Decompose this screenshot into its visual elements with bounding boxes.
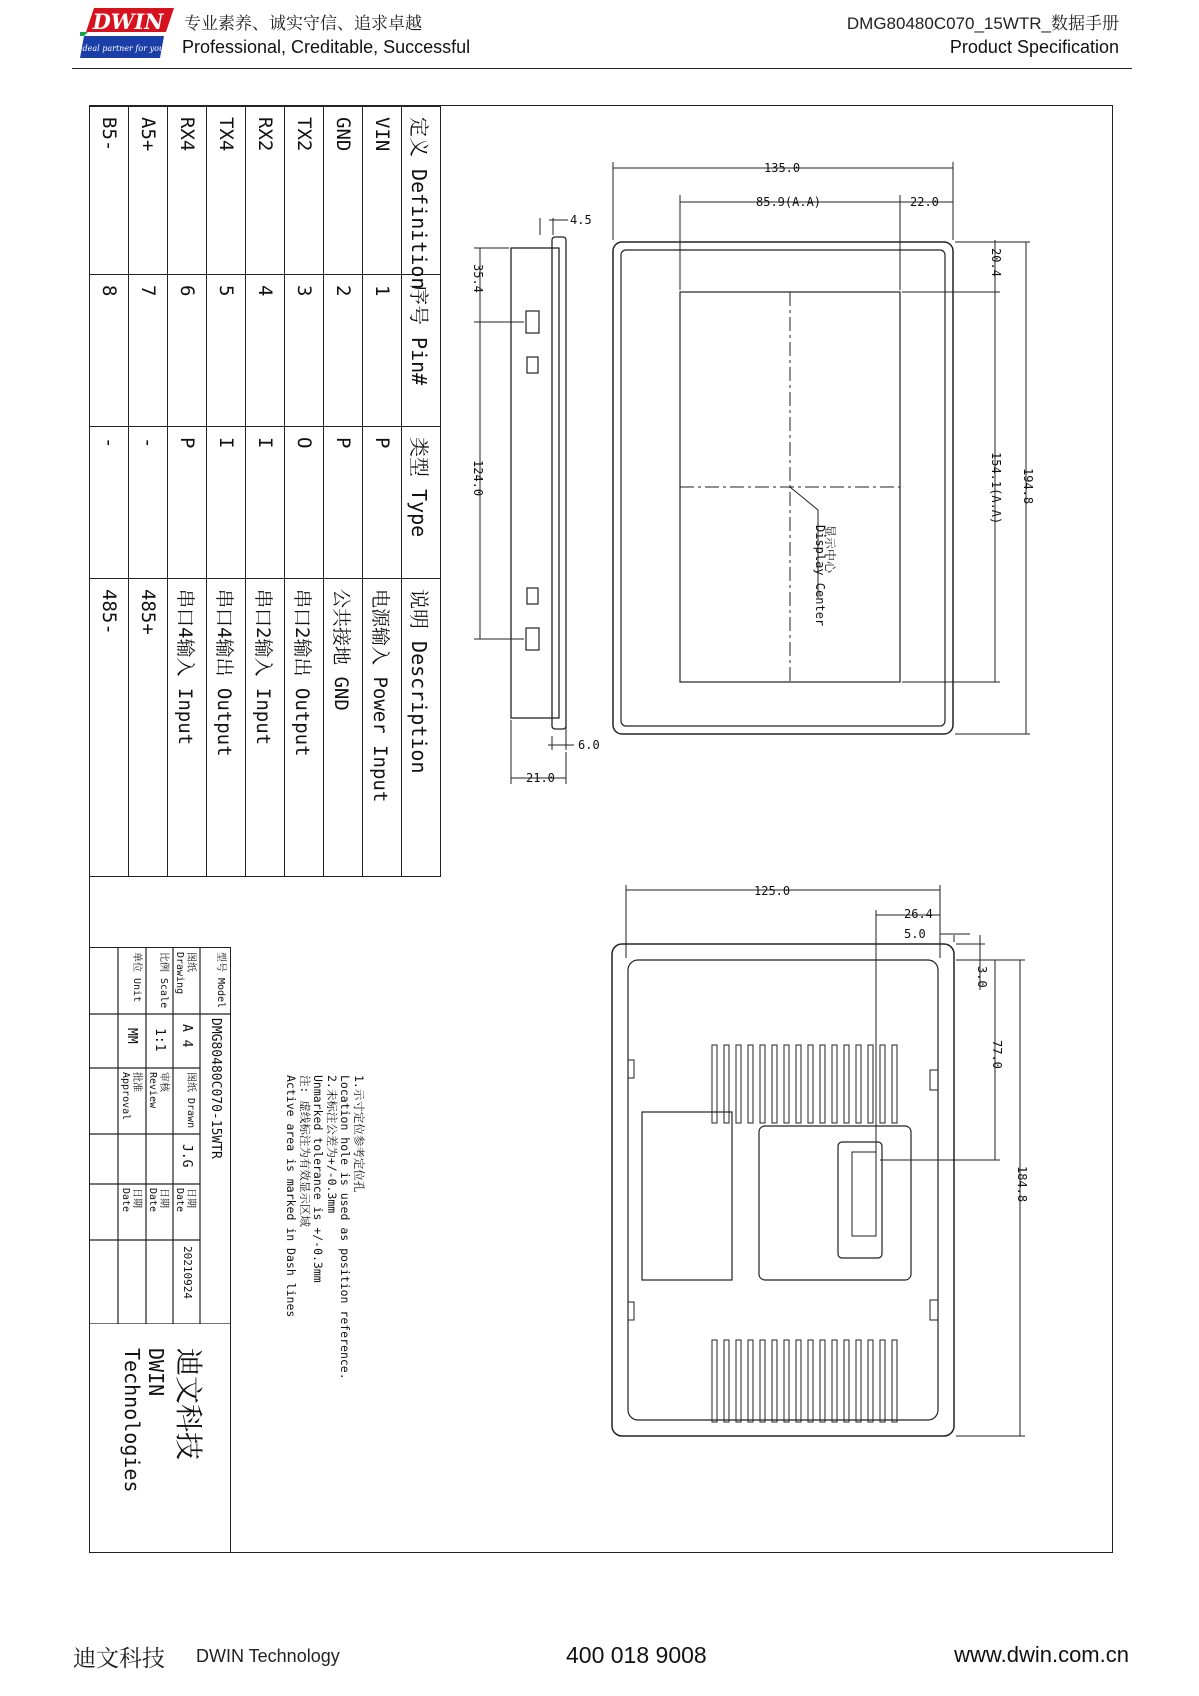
- pin-definition: GND: [324, 107, 363, 275]
- dim-front-width: 135.0: [764, 161, 801, 175]
- back-view: [612, 884, 1029, 1436]
- vent-slot: [760, 1340, 765, 1422]
- vent-slot: [832, 1045, 837, 1123]
- pin-description: 串口2输入 Input: [246, 579, 285, 877]
- label-drawn: 图纸 Drawn: [185, 1072, 196, 1129]
- company-name-cn: 迪文科技: [172, 1348, 205, 1461]
- note-line: Unmarked tolerance is +/-0.3mm: [311, 1075, 326, 1283]
- side-view: [471, 213, 600, 785]
- label-review: 审核 Review: [147, 1072, 169, 1109]
- display-center-cn: 显示中心: [823, 525, 837, 574]
- col-description: 说明 Description: [402, 579, 441, 877]
- unit-value: MM: [124, 1028, 139, 1044]
- doc-title: DMG80480C070_15WTR_数据手册: [846, 14, 1119, 33]
- pin-type: P: [363, 427, 402, 579]
- header-slogan-cn: 专业素养、诚实守信、追求卓越: [184, 14, 422, 34]
- pin-number: 1: [363, 275, 402, 427]
- vent-slot: [832, 1340, 837, 1422]
- dim-front-height: 194.8: [1021, 468, 1035, 505]
- dim-side-span: 124.0: [471, 460, 485, 497]
- vent-slot: [784, 1340, 789, 1422]
- pin-definition: TX4: [207, 107, 246, 275]
- pin-description: 485+: [129, 579, 168, 877]
- mechanical-drawing: [440, 150, 1140, 1520]
- pin-definition: RX4: [168, 107, 207, 275]
- pin-definition: B5-: [90, 107, 129, 275]
- dim-back-conn-pos: 77.0: [990, 1040, 1004, 1069]
- vent-slot: [784, 1045, 789, 1123]
- dim-back-conn: 26.4: [904, 907, 933, 921]
- table-row: [168, 107, 207, 877]
- pin-type: -: [90, 427, 129, 579]
- label-scale: 比例 Scale: [158, 952, 169, 1009]
- table-row: [363, 107, 402, 877]
- footer-phone: 400 018 9008: [566, 1642, 707, 1668]
- pin-number: 7: [129, 275, 168, 427]
- pin-table-header: [402, 107, 441, 877]
- pin-description: 串口2输出 Output: [285, 579, 324, 877]
- front-view: [613, 161, 1035, 734]
- table-row: [90, 107, 129, 877]
- display-center-en: Display Center: [813, 525, 827, 627]
- pin-number: 4: [246, 275, 285, 427]
- pin-number: 2: [324, 275, 363, 427]
- pin-description: 485-: [90, 579, 129, 877]
- dim-back-width: 125.0: [754, 884, 791, 898]
- pin-type: P: [168, 427, 207, 579]
- pin-description: 串口4输入 Input: [168, 579, 207, 877]
- header-slogan-en: Professional, Creditable, Successful: [182, 37, 471, 57]
- pin-table: [89, 106, 441, 876]
- vent-slot: [736, 1045, 741, 1123]
- vent-slot: [808, 1340, 813, 1422]
- table-row: [324, 107, 363, 877]
- label-model: 型号 Model: [215, 952, 226, 1009]
- note-line: 注: 虚线标注为有效显示区域: [298, 1075, 312, 1227]
- dim-aa-width: 85.9(A.A): [756, 195, 822, 209]
- footer-website[interactable]: www.dwin.com.cn: [954, 1642, 1129, 1667]
- pin-type: I: [207, 427, 246, 579]
- vent-slot: [712, 1045, 717, 1123]
- note-line: 2.未标注公差为+/-0.3mm: [325, 1075, 339, 1214]
- pin-type: P: [324, 427, 363, 579]
- vent-slot: [820, 1340, 825, 1422]
- scale-value: 1:1: [152, 1028, 167, 1052]
- pin-number: 5: [207, 275, 246, 427]
- vent-slot: [892, 1340, 897, 1422]
- vent-slot: [724, 1045, 729, 1123]
- col-pin: 序号 Pin#: [402, 275, 441, 427]
- dim-back-top: 3.0: [975, 966, 989, 988]
- label-date-2: 日期 Date: [147, 1188, 169, 1213]
- vent-slot: [772, 1045, 777, 1123]
- dim-front-top: 20.4: [989, 248, 1003, 277]
- vent-slot: [868, 1340, 873, 1422]
- pin-number: 8: [90, 275, 129, 427]
- pin-type: I: [246, 427, 285, 579]
- label-approval: 批准 Approval: [120, 1072, 142, 1121]
- vent-slot: [868, 1045, 873, 1123]
- footer-company-en: DWIN Technology: [196, 1646, 340, 1666]
- dwin-logo: [80, 6, 176, 60]
- table-row: [129, 107, 168, 877]
- pin-number: 6: [168, 275, 207, 427]
- label-drawing: 图纸 Drawing: [174, 952, 196, 995]
- vent-slot: [844, 1340, 849, 1422]
- pin-definition: RX2: [246, 107, 285, 275]
- vent-slot: [712, 1340, 717, 1422]
- drawing-date: 20210924: [181, 1246, 194, 1299]
- vent-slot: [796, 1045, 801, 1123]
- vent-slot: [808, 1045, 813, 1123]
- vent-slot: [856, 1340, 861, 1422]
- dim-aa-height: 154.1(A.A): [989, 452, 1003, 525]
- drawn-by: J.G: [179, 1144, 194, 1168]
- dim-side-depth: 21.0: [526, 771, 555, 785]
- pin-description: 公共接地 GND: [324, 579, 363, 877]
- dim-side-top: 4.5: [570, 213, 592, 227]
- label-date-3: 日期 Date: [120, 1188, 142, 1213]
- company-name-en: DWIN Technologies: [120, 1348, 168, 1493]
- note-line: Location hole is used as position reference.: [338, 1075, 353, 1380]
- title-block: [89, 947, 231, 1553]
- table-row: [246, 107, 285, 877]
- pin-type: -: [129, 427, 168, 579]
- vent-slot: [820, 1045, 825, 1123]
- col-type: 类型 Type: [402, 427, 441, 579]
- dim-back-height: 184.8: [1015, 1166, 1029, 1203]
- dim-side-bottom: 6.0: [578, 738, 600, 752]
- vent-slot: [856, 1045, 861, 1123]
- dim-aa-right: 22.0: [910, 195, 939, 209]
- logo-slogan: ideal partner for you: [80, 44, 165, 53]
- vent-slot: [880, 1045, 885, 1123]
- pin-number: 3: [285, 275, 324, 427]
- doc-subtitle: Product Specification: [949, 37, 1119, 57]
- vent-slot: [724, 1340, 729, 1422]
- vent-slot: [760, 1045, 765, 1123]
- drawing-size: A 4: [179, 1024, 194, 1048]
- drawing-notes: [284, 1075, 366, 1380]
- table-row: [207, 107, 246, 877]
- header-divider: [72, 68, 1132, 69]
- footer-company-cn: 迪文科技: [73, 1646, 165, 1672]
- pin-description: 电源输入 Power Input: [363, 579, 402, 877]
- vent-slot: [892, 1045, 897, 1123]
- vent-slot: [796, 1340, 801, 1422]
- vent-slot: [844, 1045, 849, 1123]
- col-definition: 定义 Definition: [402, 107, 441, 275]
- vent-slot: [748, 1045, 753, 1123]
- pin-definition: VIN: [363, 107, 402, 275]
- vent-slot: [736, 1340, 741, 1422]
- vent-slot: [880, 1340, 885, 1422]
- table-row: [285, 107, 324, 877]
- note-line: Active area is marked in Dash lines: [284, 1075, 299, 1318]
- pin-definition: A5+: [129, 107, 168, 275]
- note-line: 1.示寸定位参考定位孔: [352, 1075, 366, 1193]
- dim-side-hole: 35.4: [471, 264, 485, 293]
- label-date-1: 日期 Date: [174, 1188, 196, 1213]
- logo-text: DWIN: [92, 9, 164, 34]
- vent-slot: [748, 1340, 753, 1422]
- label-unit: 单位 Unit: [131, 952, 142, 1003]
- pin-definition: TX2: [285, 107, 324, 275]
- pin-type: O: [285, 427, 324, 579]
- pin-description: 串口4输出 Output: [207, 579, 246, 877]
- vent-slot: [772, 1340, 777, 1422]
- dim-back-margin: 5.0: [904, 927, 926, 941]
- model-number: DMG80480C070-15WTR: [208, 1018, 223, 1159]
